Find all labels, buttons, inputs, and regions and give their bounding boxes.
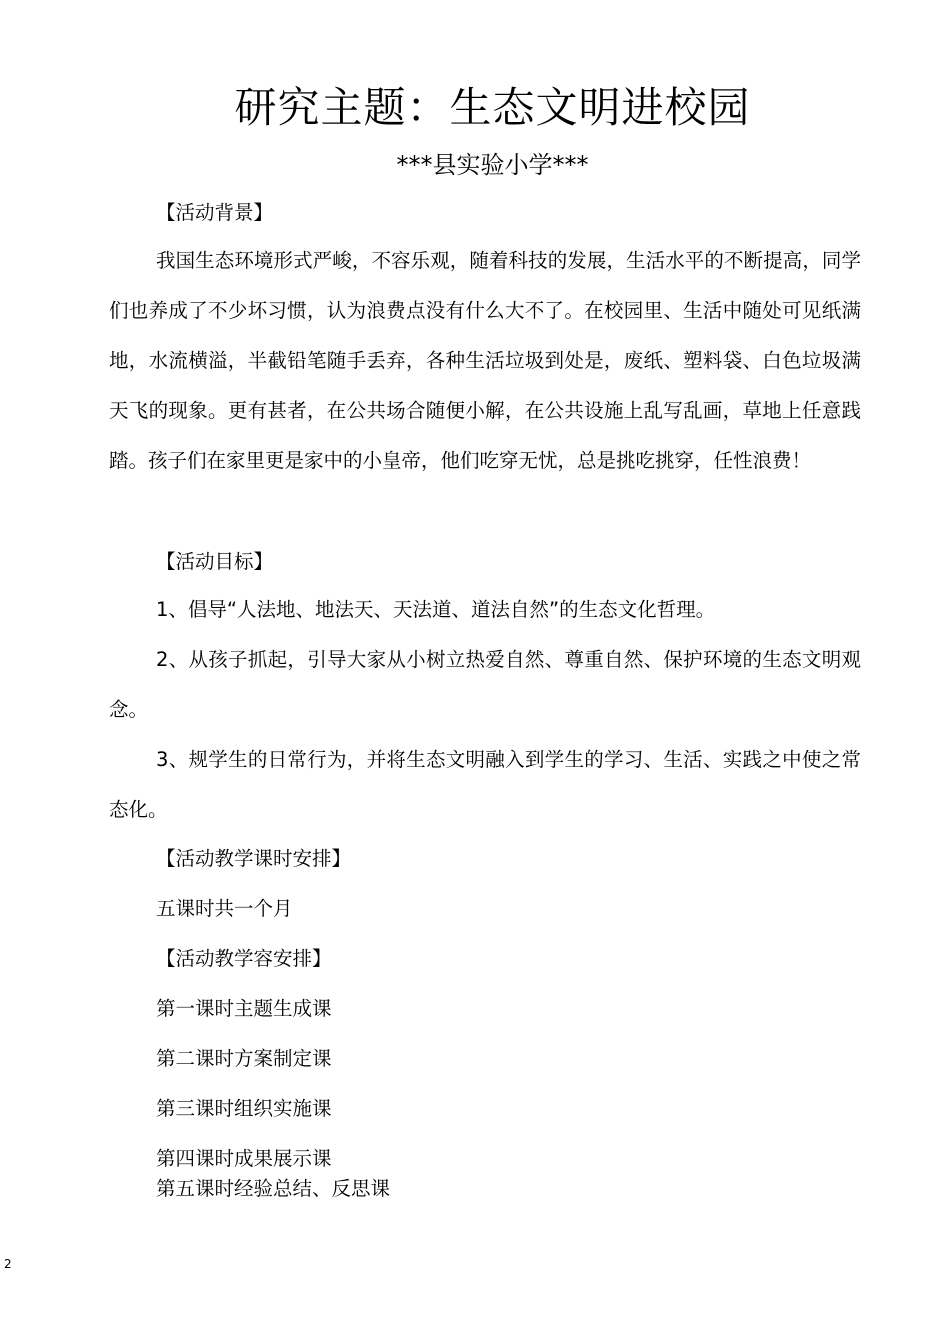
lesson-item-4: 第四课时成果展示课 bbox=[156, 1147, 332, 1170]
background-paragraph: 我国生态环境形式严峻，不容乐观，随着科技的发展，生活水平的不断提高，同学们也养成了不少坏习惯，认为浪费点没有什么大不了。在校园里、生活中随处可见纸满地，水流横溢，半截铅笔随手丢弃，各种生活垃圾到处是，废纸、塑料袋、白色垃圾满天飞的现象。更有甚者，在公共场合随便小解，在公共设施上乱写乱画，草地上任意践踏。孩子们在家里更是家中的小皇帝，他们吃穿无忧，总是挑吃挑穿，任性浪费！ bbox=[109, 249, 861, 472]
content-heading: 【活动教学容安排】 bbox=[156, 947, 332, 970]
schedule-heading: 【活动教学课时安排】 bbox=[156, 847, 352, 870]
lesson-item-1: 第一课时主题生成课 bbox=[156, 997, 332, 1020]
schedule-text: 五课时共一个月 bbox=[156, 897, 293, 920]
lesson-item-2: 第二课时方案制定课 bbox=[156, 1047, 332, 1070]
lesson-item-5: 第五课时经验总结、反思课 bbox=[156, 1177, 391, 1200]
school-subtitle: ***县实验小学*** bbox=[396, 151, 589, 179]
goals-heading: 【活动目标】 bbox=[156, 550, 274, 573]
page-number: 2 bbox=[4, 1257, 12, 1271]
goal-item-1: 1、倡导“人法地、地法天、天法道、道法自然”的生态文化哲理。 bbox=[156, 598, 716, 621]
background-heading: 【活动背景】 bbox=[156, 201, 274, 224]
page-title: 研究主题：生态文明进校园 bbox=[234, 83, 751, 132]
goal-item-3: 3、规学生的日常行为，并将生态文明融入到学生的学习、生活、实践之中使之常态化。 bbox=[109, 748, 861, 821]
goal-item-2: 2、从孩子抓起，引导大家从小树立热爱自然、尊重自然、保护环境的生态文明观念。 bbox=[109, 648, 861, 721]
lesson-item-3: 第三课时组织实施课 bbox=[156, 1097, 332, 1120]
